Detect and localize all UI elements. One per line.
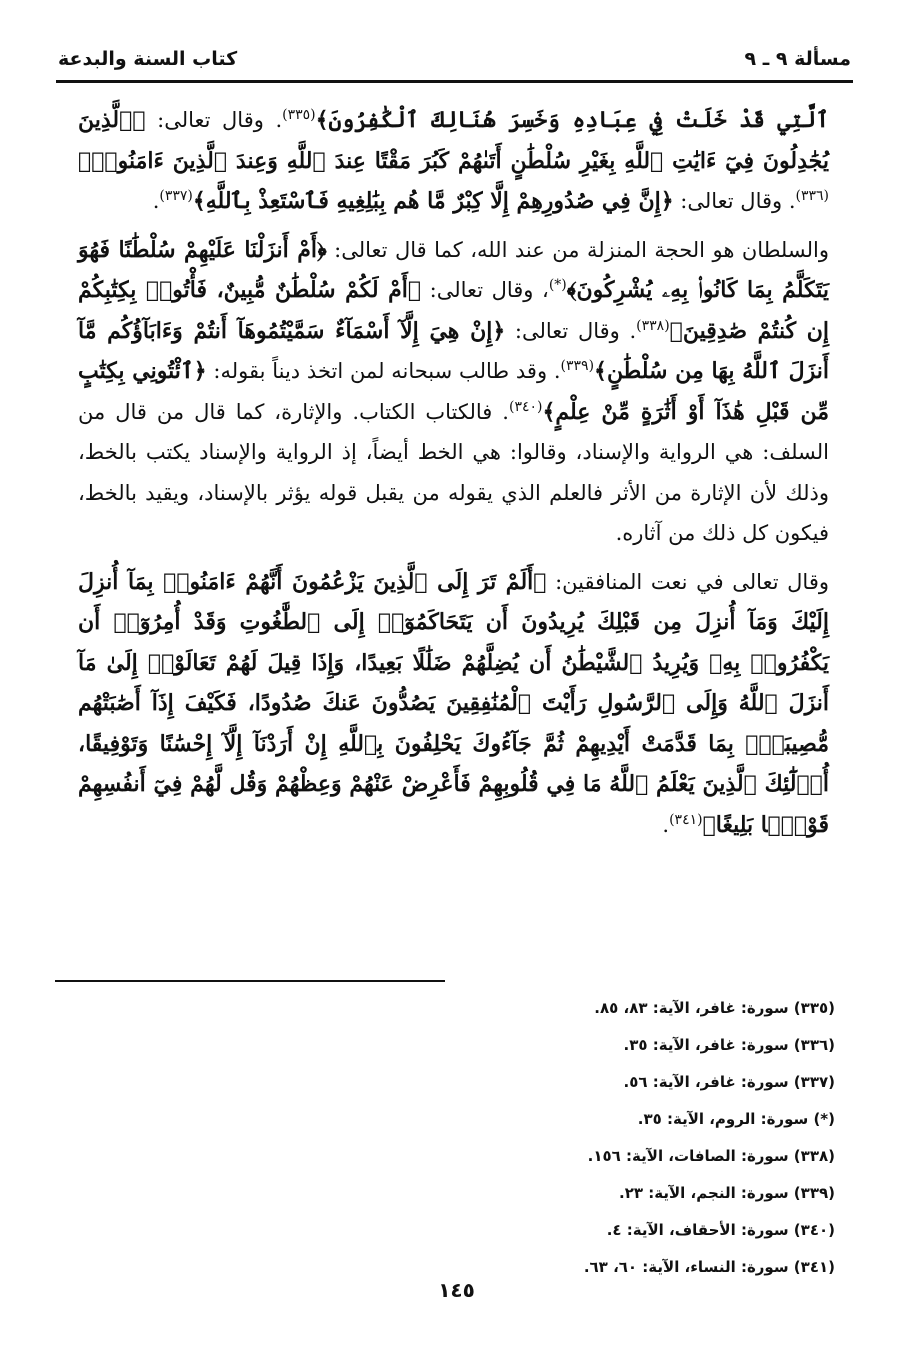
footnote-ref: (٣٣٧) [159, 188, 193, 204]
footnote-separator [55, 980, 445, 982]
text-segment: . وقال تعالى: [505, 318, 637, 343]
quran-verse: ﴿إِنْ هِيَ إِلَّآ أَسْمَآءٌ سَمَّيْتُمُوهَآ أَنتُمْ وَءَابَآؤُكُم مَّآ أَنزَلَ ٱللَّهُ بِهَا مِن سُلْطَٰنٍ﴾ [78, 317, 829, 384]
quran-verse: ﴿أَمْ لَكُمْ سُلْطَٰنٌ مُّبِينٌ، فَأْتُوا۟ بِكِتَٰبِكُمْ إِن كُنتُمْ صَٰدِقِينَ﴾ [78, 277, 830, 344]
footnote-item: (٣٣٧) سورة: غافر، الآية: ٥٦. [623, 1073, 835, 1091]
footnote-item: (٣٣٥) سورة: غافر، الآية: ٨٣، ٨٥. [594, 999, 835, 1017]
text-segment: . [152, 189, 160, 213]
text-segment: ، وقال تعالى: [421, 278, 549, 302]
paragraph [78, 562, 829, 846]
quran-verse: ٱلَّتِي قَدْ خَلَتْ فِي عِبَادِهِ وَخَسِرَ هُنَالِكَ ٱلْكَٰفِرُونَ﴾ [315, 107, 829, 133]
footnote-ref: (٣٤١) [669, 811, 703, 828]
footnote-item: (*) سورة: الروم، الآية: ٣٥. [637, 1110, 835, 1128]
paragraph [78, 230, 829, 554]
text-segment: . [662, 812, 670, 837]
footnote-item: (٣٣٦) سورة: غافر، الآية: ٣٥. [623, 1036, 835, 1054]
footnote-ref: (٣٣٦) [795, 188, 829, 204]
footnote-ref: (٣٣٥) [282, 107, 316, 123]
text-segment: . وقال تعالى: [673, 189, 796, 213]
text-segment: . فالكتاب الكتاب. والإثارة، كما قال من قال من السلف: هي الرواية والإسناد، وقالوا: هي الخط أيضاً، إذ الرواية والإسناد يكتب بالخط، وذلك لأن الإثارة من الأثر فالعلم الذي يقوله من يقبل قوله يؤثر بالإسناد، ويقيد بالخط، فيكون كل ذلك من آثاره. [78, 399, 829, 545]
text-segment: وقال تعالى في نعت المنافقين: [546, 569, 830, 594]
text-segment: . وقال تعالى: [145, 108, 283, 132]
page-number: ١٤٥ [438, 1278, 475, 1302]
text-segment: والسلطان هو الحجة المنزلة من عند الله، كما قال تعالى: [326, 237, 829, 262]
footnote-ref: (*) [548, 277, 567, 293]
text-segment: . وقد طالب سبحانه لمن اتخذ ديناً بقوله: [206, 359, 561, 383]
running-header [58, 40, 851, 78]
footnote-ref: (٣٤٠) [508, 398, 543, 415]
footnote-item: (٣٣٨) سورة: الصافات، الآية: ١٥٦. [587, 1147, 835, 1165]
footnote-ref: (٣٣٨) [636, 317, 670, 334]
quran-verse: ﴿ٱلَّذِينَ يُجَٰدِلُونَ فِيٓ ءَايَٰتِ ٱللَّهِ بِغَيْرِ سُلْطَٰنٍ أَتَىٰهُمْ كَبُرَ مَقْتًا عِندَ ٱللَّهِ وَعِندَ ٱلَّذِينَ ءَامَنُوا۟﴾ [78, 107, 829, 174]
footnotes [415, 990, 835, 1286]
book-title: كتاب السنة والبدعة [58, 48, 238, 70]
issue-number: مسألة ٩ ـ ٩ [744, 48, 851, 70]
quran-verse: ﴿أَمْ أَنزَلْنَا عَلَيْهِمْ سُلْطَٰنًا فَهُوَ يَتَكَلَّمُ بِمَا كَانُوا۟ بِهِۦ يُشْرِكُونَ﴾ [78, 236, 829, 303]
header-rule [56, 80, 853, 83]
paragraph [78, 100, 829, 222]
footnote-item: (٣٣٩) سورة: النجم، الآية: ٢٣. [619, 1184, 835, 1202]
quran-verse: ﴿ٱئْتُونِي بِكِتَٰبٍ مِّن قَبْلِ هَٰذَآ أَوْ أَثَٰرَةٍ مِّنْ عِلْمٍ﴾ [78, 358, 829, 425]
footnote-item: (٣٤١) سورة: النساء، الآية: ٦٠، ٦٣. [583, 1258, 835, 1276]
main-text [78, 100, 829, 845]
footnote-item: (٣٤٠) سورة: الأحقاف، الآية: ٤. [606, 1221, 835, 1239]
footnote-ref: (٣٣٩) [560, 358, 595, 374]
quran-verse: ﴿إِنَّ فِي صُدُورِهِمْ إِلَّا كِبْرٌ مَّا هُم بِبَٰلِغِيهِ فَٱسْتَعِذْ بِٱللَّهِ﴾ [192, 188, 674, 214]
quran-verse: ﴿أَلَمْ تَرَ إِلَى ٱلَّذِينَ يَزْعُمُونَ أَنَّهُمْ ءَامَنُوا۟ بِمَآ أُنزِلَ إِلَيْكَ وَمَآ أُنزِلَ مِن قَبْلِكَ يُرِيدُونَ أَن يَتَحَاكَمُوٓا۟ إِلَى ٱلطَّٰغُوتِ وَقَدْ أُمِرُوٓا۟ أَن يَكْفُرُوا۟ بِهِۦ وَيُرِيدُ ٱلشَّيْطَٰنُ أَن يُضِلَّهُمْ ضَلَٰلًا بَعِيدًا، وَإِذَا قِيلَ لَهُمْ تَعَالَوْا۟ إِلَىٰ مَآ أَنزَلَ ٱللَّهُ وَإِلَى ٱلرَّسُولِ رَأَيْتَ ٱلْمُنَٰفِقِينَ يَصُدُّونَ عَنكَ صُدُودًا، فَكَيْفَ إِذَآ أَصَٰبَتْهُم مُّصِيبَةٌۢ بِمَا قَدَّمَتْ أَيْدِيهِمْ ثُمَّ جَآءُوكَ يَحْلِفُونَ بِٱللَّهِ إِنْ أَرَدْنَآ إِلَّآ إِحْسَٰنًا وَتَوْفِيقًا، أُو۟لَٰٓئِكَ ٱلَّذِينَ يَعْلَمُ ٱللَّهُ مَا فِي قُلُوبِهِمْ فَأَعْرِضْ عَنْهُمْ وَعِظْهُمْ وَقُل لَّهُمْ فِيٓ أَنفُسِهِمْ قَوْلًۢا بَلِيغًا﴾ [78, 568, 829, 838]
